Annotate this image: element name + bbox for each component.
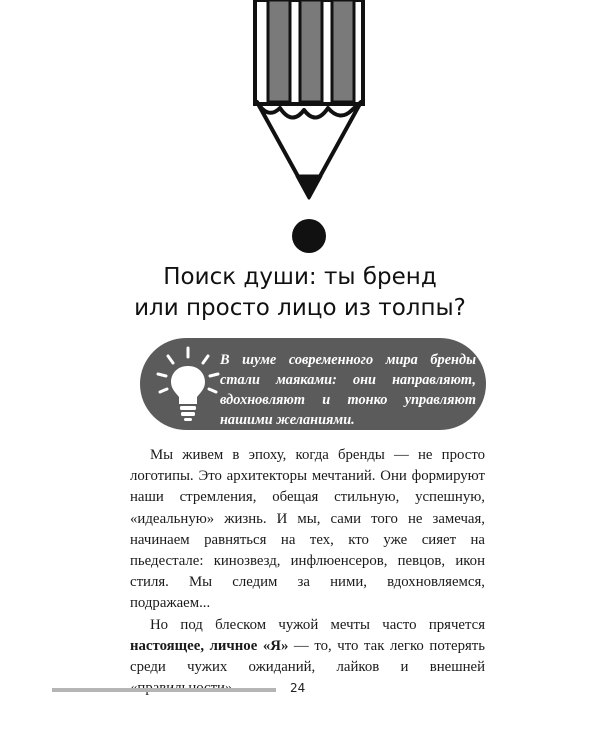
chapter-title-line2: или просто лицо из толпы? (134, 295, 466, 321)
pencil-illustration (0, 0, 600, 260)
footer-divider (52, 688, 276, 692)
paragraph-2-end: — то, что так легко потерять среди чужих ожиданий, лайков и внешней (130, 637, 485, 676)
body-text (130, 445, 485, 699)
lightbulb-icon (150, 344, 226, 424)
paragraph-1: Мы живем в эпоху, когда бренды — не просто логотипы. Это архитекторы мечтаний. Они формируют наши стремления, обещая стильную, успешную, «идеальную» жизнь. И мы, сами того не замечая, начинаем равняться на тех, кто уже сияет на пьедестале: кинозвезд, инфлюенсеров, певцов, икон стиля. Мы следим за ними, вдохновляемся, подражаем... (130, 447, 485, 612)
paragraph-2-emphasis: настоящее, личное «Я» (130, 637, 289, 654)
insight-callout (140, 338, 486, 430)
pencil-icon (255, 0, 363, 198)
exclamation-dot (292, 219, 326, 253)
callout-text: В шуме современного мира бренды стали маяками: они направляют, вдохновляют и тонко управляют нашими желаниями. (220, 352, 476, 428)
paragraph-2-start: Но под блеском чужой мечты часто прячется (150, 616, 485, 633)
chapter-title-line1: Поиск души: ты бренд (163, 264, 437, 290)
page-number: 24 (290, 681, 306, 695)
chapter-title (60, 262, 540, 324)
